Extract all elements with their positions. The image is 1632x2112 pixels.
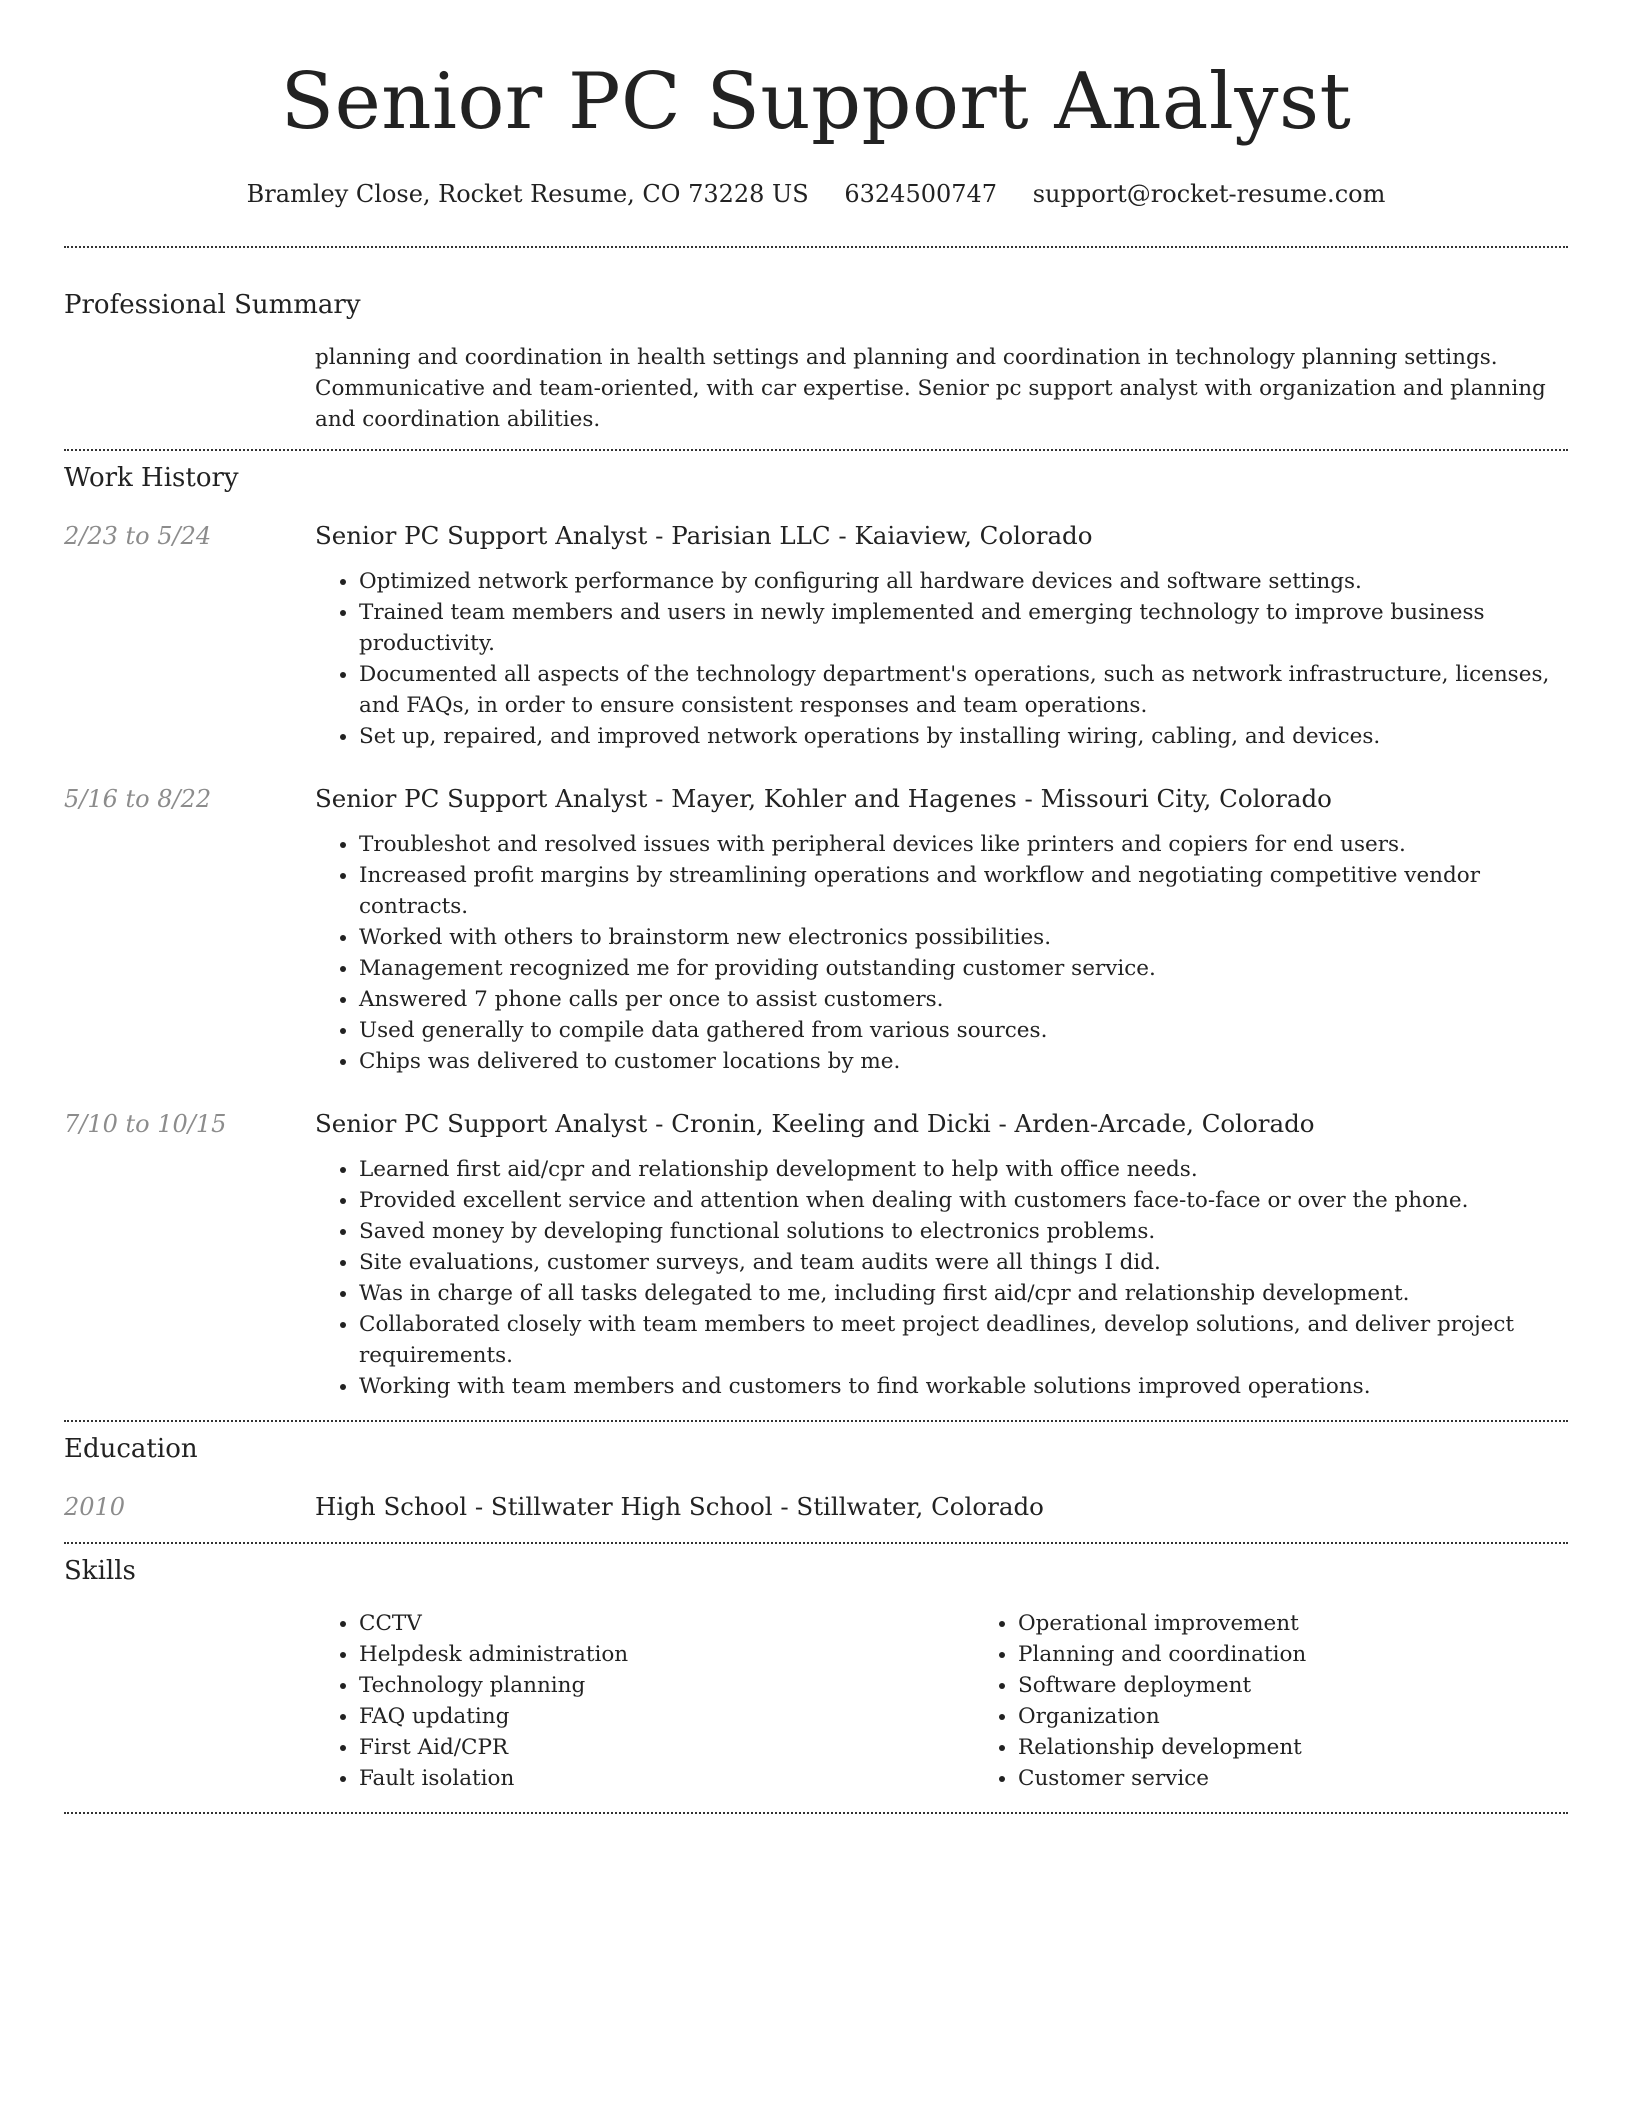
job-entry	[64, 519, 1568, 752]
job-bullets	[315, 566, 1568, 752]
job-title: Senior PC Support Analyst - Parisian LLC - Kaiaview, Colorado	[315, 521, 1093, 550]
list-item: • Learned first aid/cpr and relationship development to help with office needs.	[359, 1154, 1568, 1185]
list-item: • Collaborated closely with team members to meet project deadlines, develop solutions, and deliver project requirements.	[359, 1309, 1568, 1371]
summary-text: planning and coordination in health settings and planning and coordination in technology planning settings. Communicative and team-oriented, with car expertise. Senior pc support analyst with organization and planning and coordination abilities.	[315, 345, 1546, 432]
contact-email: support@rocket-resume.com	[1032, 180, 1386, 208]
list-item: • Provided excellent service and attention when dealing with customers face-to-face or over the phone.	[359, 1185, 1568, 1216]
list-item: • FAQ updating	[359, 1701, 974, 1732]
list-item: • Technology planning	[359, 1670, 974, 1701]
list-item: • Organization	[1018, 1701, 1632, 1732]
contact-address: Bramley Close, Rocket Resume, CO 73228 US	[246, 180, 809, 208]
education-dates: 2010	[64, 1493, 126, 1521]
list-item: • Documented all aspects of the technology department's operations, such as network infrastructure, licenses, and FAQs, in order to ensure consistent responses and team operations.	[359, 659, 1568, 721]
job-bullets	[315, 1154, 1568, 1402]
education-title: Education	[64, 1434, 198, 1464]
work-history-section	[64, 451, 1568, 1402]
skills-section	[64, 1544, 1568, 1794]
list-item: • Working with team members and customers to find workable solutions improved operations.	[359, 1371, 1568, 1402]
job-dates: 7/10 to 10/15	[64, 1110, 227, 1138]
list-item: • Increased profit margins by streamlining operations and workflow and negotiating competitive vendor contracts.	[359, 860, 1568, 922]
list-item: • Worked with others to brainstorm new electronics possibilities.	[359, 922, 1568, 953]
list-item: • Set up, repaired, and improved network operations by installing wiring, cabling, and devices.	[359, 721, 1568, 752]
resume-name: Senior PC Support Analyst	[280, 57, 1352, 147]
education-entry	[64, 1490, 1568, 1524]
job-entry	[64, 1107, 1568, 1402]
list-item: • Chips was delivered to customer locations by me.	[359, 1046, 1568, 1077]
list-item: • Fault isolation	[359, 1763, 974, 1794]
list-item: • Used generally to compile data gathered from various sources.	[359, 1015, 1568, 1046]
list-item: • Was in charge of all tasks delegated to me, including first aid/cpr and relationship development.	[359, 1278, 1568, 1309]
divider	[64, 1812, 1568, 1814]
summary-section	[64, 248, 1568, 435]
job-entry	[64, 782, 1568, 1077]
list-item: • Operational improvement	[1018, 1608, 1632, 1639]
resume-page	[64, 0, 1568, 1814]
list-item: • Answered 7 phone calls per once to assist customers.	[359, 984, 1568, 1015]
list-item: • Relationship development	[1018, 1732, 1632, 1763]
list-item: • CCTV	[359, 1608, 974, 1639]
education-section	[64, 1422, 1568, 1524]
job-title: Senior PC Support Analyst - Cronin, Keeling and Dicki - Arden-Arcade, Colorado	[315, 1109, 1315, 1138]
job-dates: 5/16 to 8/22	[64, 785, 212, 813]
list-item: • Troubleshot and resolved issues with peripheral devices like printers and copiers for end users.	[359, 829, 1568, 860]
skills-list-left	[315, 1608, 974, 1794]
job-dates: 2/23 to 5/24	[64, 522, 212, 550]
contact-phone: 6324500747	[844, 180, 998, 208]
skills-title: Skills	[64, 1556, 136, 1586]
list-item: • Trained team members and users in newly implemented and emerging technology to improve business productivity.	[359, 597, 1568, 659]
job-bullets	[315, 829, 1568, 1077]
education-title-line: High School - Stillwater High School - Stillwater, Colorado	[315, 1492, 1044, 1521]
work-history-title: Work History	[64, 463, 239, 493]
summary-title: Professional Summary	[64, 290, 361, 320]
list-item: • Site evaluations, customer surveys, and team audits were all things I did.	[359, 1247, 1568, 1278]
list-item: • Planning and coordination	[1018, 1639, 1632, 1670]
list-item: • Optimized network performance by configuring all hardware devices and software settings.	[359, 566, 1568, 597]
list-item: • Helpdesk administration	[359, 1639, 974, 1670]
list-item: • Saved money by developing functional solutions to electronics problems.	[359, 1216, 1568, 1247]
list-item: • Customer service	[1018, 1763, 1632, 1794]
job-title: Senior PC Support Analyst - Mayer, Kohler and Hagenes - Missouri City, Colorado	[315, 784, 1332, 813]
list-item: • Management recognized me for providing outstanding customer service.	[359, 953, 1568, 984]
contact-line	[64, 178, 1568, 210]
skills-list-right	[974, 1608, 1632, 1794]
list-item: • Software deployment	[1018, 1670, 1632, 1701]
list-item: • First Aid/CPR	[359, 1732, 974, 1763]
